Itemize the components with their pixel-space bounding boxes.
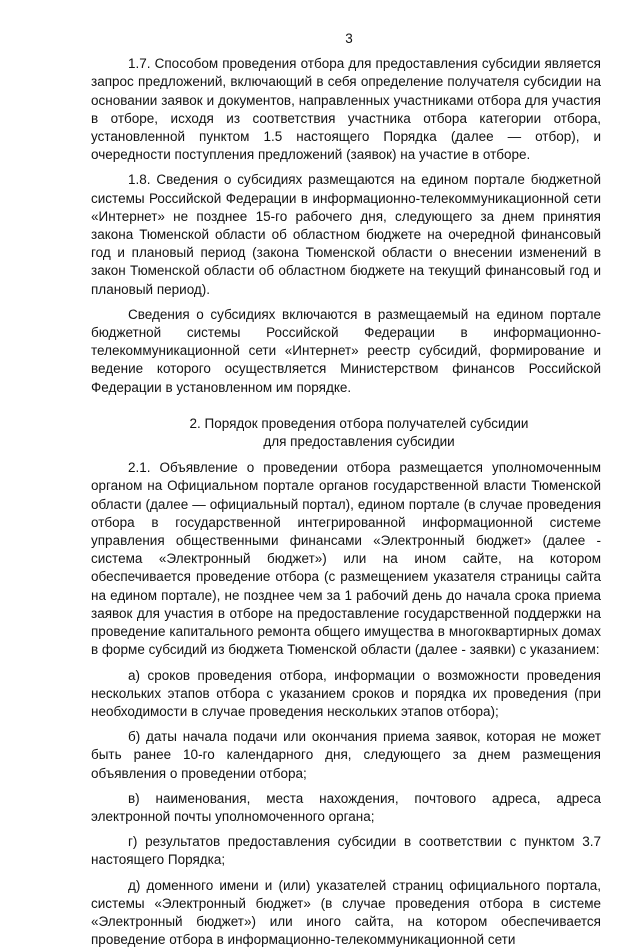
list-item-b: б) даты начала подачи или окончания приема заявок, которая не может быть ранее 10-го календарного дня, следующего за днем размещения объявления о проведении отбора; [91,729,601,781]
list-item-d: д) доменного имени и (или) указателей страниц официального портала, системы «Электронный бюджет» (в случае проведения отбора в системе «Электронный бюджет») или иного сайта, на котором обеспечивается проведение отбора в информационно-телекоммуникационной сети [91,877,601,948]
page-number: 3 [345,31,353,46]
section-heading-line-1: 2. Порядок проведения отбора получателей субсидии [189,415,529,431]
section-heading [91,415,601,451]
paragraph-1-7: 1.7. Способом проведения отбора для предоставления субсидии является запрос предложений, включающий в себя определение получателя субсидии на основании заявок и документов, направленных участниками отбора для участия в отборе, исходя из соответствия участника отбора категории отбора, установленной пунктом 1.5 настоящего Порядка (далее — отбор), и очередности поступления предложений (заявок) на участие в отборе. [91,56,601,163]
paragraph-1-8: 1.8. Сведения о субсидиях размещаются на едином портале бюджетной системы Российской Федерации в информационно-телекоммуникационной сети «Интернет» не позднее 15-го рабочего дня, следующего за днем принятия закона Тюменской области об областном бюджете на очередной финансовый год и плановый период (закона Тюменской области о внесении изменений в закон Тюменской области об областном бюджете на текущий финансовый год и плановый период). [91,172,601,297]
paragraph-2-1: 2.1. Объявление о проведении отбора размещается уполномоченным органом на Официальном портале органов государственной власти Тюменской области (далее — официальный портал), едином портале (в случае проведения отбора в государственной интегрированной информационной системе управления общественными финансами «Электронный бюджет» (далее - система «Электронный бюджет») или на ином сайте, на котором обеспечивается проведение отбора (с размещением указателя страницы сайта на едином портале), не позднее чем за 1 рабочий день до начала срока приема заявок для участия в отборе на предоставление государственной поддержки на проведение капитального ремонта общего имущества в многоквартирных домах в форме субсидий из бюджета Тюменской области (далее - заявки) с указанием: [91,460,601,658]
paragraph-registry-info: Сведения о субсидиях включаются в размещаемый на едином портале бюджетной системы Российской Федерации в информационно-телекоммуникационной сети «Интернет» реестр субсидий, формирование и ведение которого осуществляется Министерством финансов Российской Федерации в установленном им порядке. [91,306,601,395]
section-heading-line-2: для предоставления субсидии [263,434,455,450]
list-item-a: а) сроков проведения отбора, информации о возможности проведения нескольких этапов отбора с указанием сроков и порядка их проведения (при необходимости в случае проведения нескольких этапов отбора); [91,667,601,719]
list-item-v: в) наименования, места нахождения, почтового адреса, адреса электронной почты уполномоченного органа; [91,790,601,824]
list-item-g: г) результатов предоставления субсидии в соответствии с пунктом 3.7 настоящего Порядка; [91,834,601,868]
